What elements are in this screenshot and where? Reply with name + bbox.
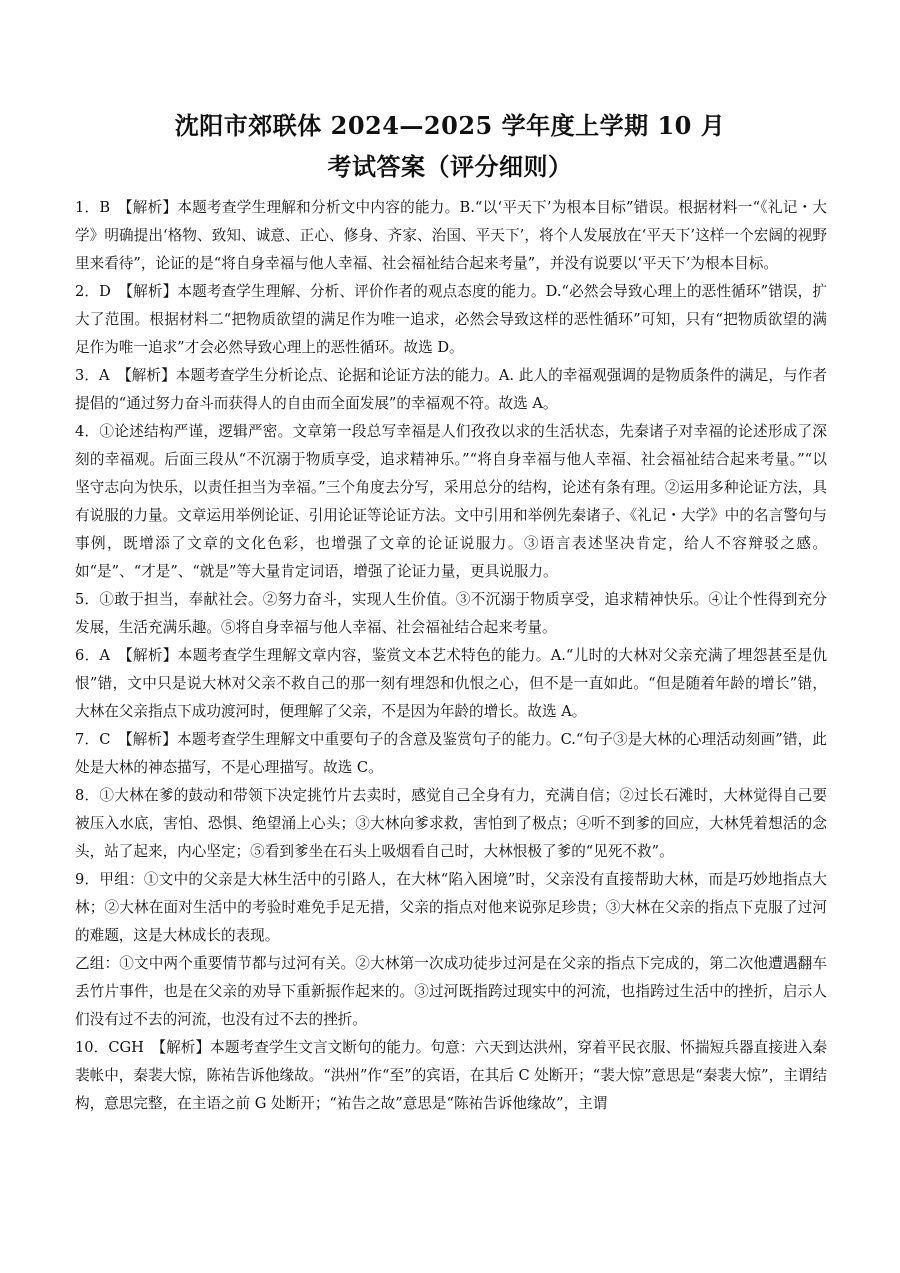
answer-9-group-b: 乙组：①文中两个重要情节都与过河有关。②大林第一次成功徒步过河是在父亲的指点下完成的，第二次他遭遇翻车丢竹片事件，也是在父亲的劝导下重新振作起来的。③过河既指跨过现实中的河流，也指跨过生活中的挫折，启示人们没有过不去的河流，也没有过不去的挫折。	[75, 955, 827, 1028]
answer-6: 6．A 【解析】本题考查学生理解文章内容，鉴赏文本艺术特色的能力。A.“儿时的大林对父亲充满了埋怨甚至是仇恨”错，文中只是说大林对父亲不救自己的那一刻有埋怨和仇恨之心，但不是一直如此。“但是随着年龄的增长”错，大林在父亲指点下成功渡河时，便理解了父亲，不是因为年龄的增长。故选 A。	[75, 647, 827, 720]
answer-7: 7．C 【解析】本题考查学生理解文中重要句子的含意及鉴赏句子的能力。C.“句子③是大林的心理活动刻画”错，此处是大林的神态描写，不是心理描写。故选 C。	[75, 731, 827, 776]
page-subtitle: 考试答案（评分细则）	[327, 152, 573, 181]
answer-10: 10．CGH 【解析】本题考查学生文言文断句的能力。句意：六天到达洪州，穿着平民衣服、怀揣短兵器直接进入秦裴帐中，秦裴大惊，陈祐告诉他缘故。“洪州”作“至”的宾语，在其后 C 处断开；“裴大惊”意思是“秦裴大惊”，主谓结构，意思完整，在主语之前 G 处断开；“祐告之故”意思是“陈祐告诉他缘故”，主谓	[75, 1039, 827, 1112]
answer-2: 2．D 【解析】本题考查学生理解、分析、评价作者的观点态度的能力。D.“必然会导致心理上的恶性循环”错误，扩大了范围。根据材料二“把物质欲望的满足作为唯一追求，必然会导致这样的恶性循环”可知，只有“把物质欲望的满足作为唯一追求”才会必然导致心理上的恶性循环。故选 D。	[75, 283, 827, 356]
answer-1: 1．B 【解析】本题考查学生理解和分析文中内容的能力。B.“以‘平天下’为根本目标”错误。根据材料一“《礼记・大学》明确提出‘格物、致知、诚意、正心、修身、齐家、治国、平天下’，将个人发展放在‘平天下’这样一个宏阔的视野里来看待”，论证的是“将自身幸福与他人幸福、社会福祉结合起来考量”，并没有说要以‘平天下’为根本目标。	[75, 199, 827, 272]
answer-list	[75, 194, 827, 1118]
page-title: 沈阳市郊联体 2024—2025 学年度上学期 10 月	[174, 111, 726, 140]
answer-4: 4．①论述结构严谨，逻辑严密。文章第一段总写幸福是人们孜孜以求的生活状态，先秦诸子对幸福的论述形成了深刻的幸福观。后面三段从“不沉溺于物质享受，追求精神乐。”“将自身幸福与他人幸福、社会福祉结合起来考量。”“以坚守志向为快乐，以责任担当为幸福。”三个角度去分写，采用总分的结构，论述有条有理。②运用多种论证方法，具有说服的力量。文章运用举例论证、引用论证等论证方法。文中引用和举例先秦诸子、《礼记・大学》中的名言警句与事例，既增添了文章的文化色彩，也增强了文章的论证说服力。③语言表述坚决肯定，给人不容辩驳之感。如“是”、“才是”、“就是”等大量肯定词语，增强了论证力量，更具说服力。	[75, 423, 827, 580]
answer-9-group-a: 9．甲组：①文中的父亲是大林生活中的引路人，在大林“陷入困境”时，父亲没有直接帮助大林，而是巧妙地指点大林；②大林在面对生活中的考验时难免手足无措，父亲的指点对他来说弥足珍贵；③大林在父亲的指点下克服了过河的难题，这是大林成长的表现。	[75, 871, 827, 944]
answer-8: 8．①大林在爹的鼓动和带领下决定挑竹片去卖时，感觉自己全身有力，充满自信；②过长石滩时，大林觉得自己要被压入水底，害怕、恐惧、绝望涌上心头；③大林向爹求救，害怕到了极点；④听不到爹的回应，大林凭着想活的念头，站了起来，内心坚定；⑤看到爹坐在石头上吸烟看自己时，大林恨极了爹的“见死不救”。	[75, 787, 827, 860]
answer-5: 5．①敢于担当，奉献社会。②努力奋斗，实现人生价值。③不沉溺于物质享受，追求精神快乐。④让个性得到充分发展，生活充满乐趣。⑤将自身幸福与他人幸福、社会福祉结合起来考量。	[75, 591, 827, 636]
answer-3: 3．A 【解析】本题考查学生分析论点、论据和论证方法的能力。A. 此人的幸福观强调的是物质条件的满足，与作者提倡的“通过努力奋斗而获得人的自由而全面发展”的幸福观不符。故选 A。	[75, 367, 827, 412]
